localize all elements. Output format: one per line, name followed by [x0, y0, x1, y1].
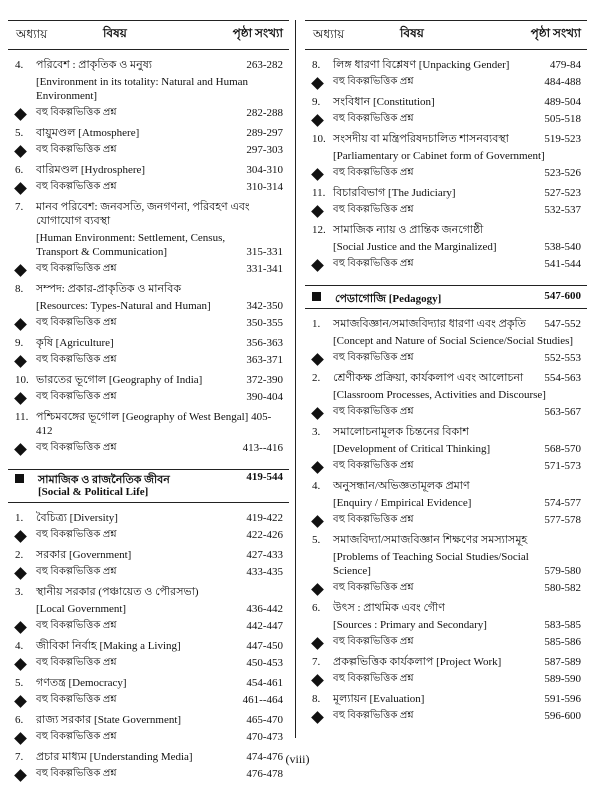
chapter-number: 10.	[312, 133, 326, 145]
mcq-row	[305, 672, 587, 686]
entry-pages: 363-371	[246, 354, 283, 366]
entry-pages: 591-596	[544, 693, 581, 705]
entry-english-title	[305, 240, 587, 254]
mcq-row	[8, 656, 289, 670]
entry-pages: 574-577	[544, 497, 581, 509]
chapter-number: 6.	[15, 164, 24, 176]
entry-title: অনুসন্ধান/অভিজ্ঞতামূলক প্রমাণ	[333, 480, 470, 492]
entry-pages: 454-461	[246, 677, 283, 689]
entry-title: মানব পরিবেশ: জনবসতি, জনগণনা, পরিবহণ এবং যোগাযোগ ব্যবস্থা	[36, 201, 250, 227]
mcq-row	[8, 390, 289, 404]
header-topic: বিষয়	[103, 26, 127, 40]
entry-english-title	[8, 602, 289, 616]
header-pages: পৃষ্ঠা সংখ্যা	[530, 26, 581, 40]
mcq-row	[305, 257, 587, 271]
toc-entry	[305, 655, 587, 669]
mcq-row	[305, 635, 587, 649]
chapter-number: 8.	[312, 59, 321, 71]
entry-pages: 505-518	[544, 113, 581, 125]
entry-title: [Local Government]	[36, 603, 127, 615]
toc-entry	[8, 58, 289, 72]
entry-title: প্রকল্পভিত্তিক কার্যকলাপ [Project Work]	[333, 656, 502, 668]
entry-pages: 282-288	[246, 107, 283, 119]
entry-title: [Concept and Nature of Social Science/Social Studies]	[333, 335, 574, 347]
entry-title: বায়ুমণ্ডল [Atmosphere]	[36, 127, 140, 139]
entry-title: বৈচিত্র্য [Diversity]	[36, 512, 118, 524]
mcq-label: বহু বিকল্পভিত্তিক প্রশ্ন	[36, 768, 117, 779]
chapter-number: 8.	[15, 283, 24, 295]
entry-pages: 447-450	[246, 640, 283, 652]
entry-english-title	[8, 231, 289, 259]
section-subtitle: [Social & Political Life]	[38, 486, 149, 498]
entry-title: [Resources: Types-Natural and Human]	[36, 300, 211, 312]
mcq-row	[305, 513, 587, 527]
entry-title: জীবিকা নির্বাহ [Making a Living]	[36, 640, 181, 652]
chapter-number: 9.	[312, 96, 321, 108]
chapter-number: 7.	[15, 751, 24, 763]
entry-pages: 450-453	[246, 657, 283, 669]
entry-pages: 547-552	[544, 318, 581, 330]
entry-title: বারিমণ্ডল [Hydrosphere]	[36, 164, 146, 176]
diamond-bullet-icon	[311, 515, 324, 528]
square-bullet-icon	[15, 474, 24, 483]
entry-pages: 297-303	[246, 144, 283, 156]
entry-english-title	[305, 618, 587, 632]
entry-title: লিঙ্গ ধারণা বিশ্লেষণ [Unpacking Gender]	[333, 59, 510, 71]
chapter-number: 2.	[312, 372, 321, 384]
mcq-label: বহু বিকল্পভিত্তিক প্রশ্ন	[333, 514, 414, 525]
entry-pages: 568-570	[544, 443, 581, 455]
diamond-bullet-icon	[14, 732, 27, 745]
entry-pages: 554-563	[544, 372, 581, 384]
column-divider	[295, 20, 296, 738]
diamond-bullet-icon	[311, 353, 324, 366]
diamond-bullet-icon	[14, 443, 27, 456]
mcq-label: বহু বিকল্পভিত্তিক প্রশ্ন	[333, 352, 414, 363]
chapter-number: 5.	[15, 677, 24, 689]
diamond-bullet-icon	[14, 108, 27, 121]
entry-title: সামাজিক ন্যায় ও প্রান্তিক জনগোষ্ঠী	[333, 224, 484, 236]
toc-entry	[305, 371, 587, 385]
entry-english-title	[8, 299, 289, 313]
mcq-label: বহু বিকল্পভিত্তিক প্রশ্ন	[36, 529, 117, 540]
toc-entry	[305, 95, 587, 109]
entry-title: বিচারবিভাগ [The Judiciary]	[333, 187, 456, 199]
mcq-label: বহু বিকল্পভিত্তিক প্রশ্ন	[36, 317, 117, 328]
mcq-label: বহু বিকল্পভিত্তিক প্রশ্ন	[333, 582, 414, 593]
entry-pages: 579-580	[544, 565, 581, 577]
toc-entry	[8, 676, 289, 690]
entry-pages: 310-314	[246, 181, 283, 193]
entry-pages: 390-404	[246, 391, 283, 403]
entry-pages: 523-526	[544, 167, 581, 179]
toc-entry	[305, 692, 587, 706]
mcq-row	[8, 730, 289, 744]
chapter-number: 6.	[312, 602, 321, 614]
entry-pages: 563-567	[544, 406, 581, 418]
entry-title: কৃষি [Agriculture]	[36, 337, 114, 349]
entry-title: [Sources : Primary and Secondary]	[333, 619, 487, 631]
diamond-bullet-icon	[14, 182, 27, 195]
entry-pages: 580-582	[544, 582, 581, 594]
toc-entry	[8, 639, 289, 653]
mcq-row	[305, 75, 587, 89]
diamond-bullet-icon	[14, 621, 27, 634]
table-header	[305, 20, 587, 50]
entry-pages: 263-282	[246, 59, 283, 71]
entry-english-title	[305, 149, 587, 163]
diamond-bullet-icon	[14, 769, 27, 782]
section-heading	[8, 469, 289, 503]
entry-pages: 577-578	[544, 514, 581, 526]
entry-pages: 422-426	[246, 529, 283, 541]
chapter-number: 11.	[15, 411, 29, 423]
toc-column-right	[305, 20, 587, 722]
mcq-label: বহু বিকল্পভিত্তিক প্রশ্ন	[36, 620, 117, 631]
entry-title: সরকার [Government]	[36, 549, 132, 561]
entry-pages: 589-590	[544, 673, 581, 685]
entry-title: ভারতের ভূগোল [Geography of India]	[36, 374, 203, 386]
chapter-number: 1.	[312, 318, 321, 330]
entry-title: সমালোচনামূলক চিন্তনের বিকাশ	[333, 426, 469, 438]
entry-title: মূল্যায়ন [Evaluation]	[333, 693, 425, 705]
entry-pages: 489-504	[544, 96, 581, 108]
entry-pages: 583-585	[544, 619, 581, 631]
entry-english-title	[8, 75, 289, 103]
mcq-row	[8, 106, 289, 120]
diamond-bullet-icon	[311, 114, 324, 127]
chapter-number: 3.	[15, 586, 24, 598]
diamond-bullet-icon	[311, 583, 324, 596]
entry-pages: 372-390	[246, 374, 283, 386]
diamond-bullet-icon	[14, 355, 27, 368]
mcq-label: বহু বিকল্পভিত্তিক প্রশ্ন	[333, 710, 414, 721]
toc-entry	[8, 282, 289, 296]
entry-title: [Development of Critical Thinking]	[333, 443, 491, 455]
entry-pages: 541-544	[544, 258, 581, 270]
toc-column-left	[8, 20, 289, 780]
diamond-bullet-icon	[311, 205, 324, 218]
entry-pages: 527-523	[544, 187, 581, 199]
entry-title: সংসদীয় বা মন্ত্রিপরিষদচালিত শাসনব্যবস্থা	[333, 133, 509, 145]
header-pages: পৃষ্ঠা সংখ্যা	[232, 26, 283, 40]
toc-entry	[305, 223, 587, 237]
chapter-number: 1.	[15, 512, 24, 524]
entry-pages: 532-537	[544, 204, 581, 216]
entry-pages: 479-84	[549, 59, 581, 71]
entry-pages: 585-586	[544, 636, 581, 648]
chapter-number: 2.	[15, 549, 24, 561]
diamond-bullet-icon	[14, 318, 27, 331]
diamond-bullet-icon	[14, 392, 27, 405]
diamond-bullet-icon	[311, 711, 324, 724]
entry-title: [Environment in its totality: Natural and Human Environment]	[36, 76, 249, 102]
mcq-row	[8, 693, 289, 707]
entry-pages: 538-540	[544, 241, 581, 253]
table-header	[8, 20, 289, 50]
mcq-label: বহু বিকল্পভিত্তিক প্রশ্ন	[36, 263, 117, 274]
mcq-row	[305, 112, 587, 126]
mcq-row	[305, 405, 587, 419]
mcq-row	[8, 619, 289, 633]
entry-english-title	[305, 388, 587, 402]
entry-pages: 587-589	[544, 656, 581, 668]
chapter-number: 7.	[312, 656, 321, 668]
toc-entry	[8, 410, 289, 438]
mcq-label: বহু বিকল্পভিত্তিক প্রশ্ন	[36, 657, 117, 668]
toc-entry	[8, 163, 289, 177]
toc-entry	[305, 58, 587, 72]
entry-title: [Human Environment: Settlement, Census, Transport & Communication]	[36, 232, 226, 258]
diamond-bullet-icon	[14, 567, 27, 580]
entry-pages: 571-573	[544, 460, 581, 472]
chapter-number: 4.	[15, 59, 24, 71]
entry-english-title	[305, 442, 587, 456]
mcq-label: বহু বিকল্পভিত্তিক প্রশ্ন	[36, 181, 117, 192]
toc-entry	[8, 336, 289, 350]
entry-pages: 331-341	[246, 263, 283, 275]
entry-pages: 465-470	[246, 714, 283, 726]
mcq-row	[305, 581, 587, 595]
diamond-bullet-icon	[311, 168, 324, 181]
mcq-label: বহু বিকল্পভিত্তিক প্রশ্ন	[333, 113, 414, 124]
chapter-number: 5.	[312, 534, 321, 546]
toc-entry	[8, 373, 289, 387]
entry-title: [Social Justice and the Marginalized]	[333, 241, 497, 253]
section-title: পেডাগোজি [Pedagogy]	[335, 293, 442, 305]
mcq-row	[305, 459, 587, 473]
toc-entry	[305, 479, 587, 493]
section-heading	[305, 285, 587, 309]
chapter-number: 6.	[15, 714, 24, 726]
chapter-number: 12.	[312, 224, 326, 236]
toc-entry	[305, 425, 587, 439]
toc-entry	[8, 126, 289, 140]
chapter-number: 10.	[15, 374, 29, 386]
entry-pages: 342-350	[246, 300, 283, 312]
toc-entry	[8, 511, 289, 525]
mcq-row	[8, 316, 289, 330]
chapter-number: 9.	[15, 337, 24, 349]
toc-entry	[8, 585, 289, 599]
mcq-row	[305, 351, 587, 365]
diamond-bullet-icon	[311, 674, 324, 687]
entry-pages: 315-331	[246, 246, 283, 258]
toc-entry	[305, 186, 587, 200]
entry-title: [Enquiry / Empirical Evidence]	[333, 497, 472, 509]
entry-title: স্থানীয় সরকার (পঞ্চায়েত ও পৌরসভা)	[36, 586, 199, 598]
entry-english-title	[305, 496, 587, 510]
mcq-label: বহু বিকল্পভিত্তিক প্রশ্ন	[36, 694, 117, 705]
mcq-label: বহু বিকল্পভিত্তিক প্রশ্ন	[36, 442, 117, 453]
chapter-number: 4.	[312, 480, 321, 492]
diamond-bullet-icon	[14, 145, 27, 158]
mcq-label: বহু বিকল্পভিত্তিক প্রশ্ন	[36, 354, 117, 365]
mcq-row	[8, 441, 289, 455]
entry-pages: 484-488	[544, 76, 581, 88]
chapter-number: 3.	[312, 426, 321, 438]
page-number: (viii)	[285, 752, 310, 766]
mcq-label: বহু বিকল্পভিত্তিক প্রশ্ন	[333, 258, 414, 269]
header-chapter: অধ্যায়	[16, 27, 48, 41]
mcq-label: বহু বিকল্পভিত্তিক প্রশ্ন	[36, 391, 117, 402]
entry-title: রাজ্য সরকার [State Government]	[36, 714, 182, 726]
entry-title: শ্রেণীকক্ষ প্রক্রিয়া, কার্যকলাপ এবং আলোচনা	[333, 372, 524, 384]
diamond-bullet-icon	[14, 530, 27, 543]
diamond-bullet-icon	[14, 264, 27, 277]
mcq-row	[8, 565, 289, 579]
entry-title: [Problems of Teaching Social Studies/Social Science]	[333, 551, 529, 577]
diamond-bullet-icon	[311, 259, 324, 272]
mcq-label: বহু বিকল্পভিত্তিক প্রশ্ন	[333, 76, 414, 87]
entry-english-title	[305, 334, 587, 348]
entry-pages: 461--464	[242, 694, 283, 706]
entry-pages: 436-442	[246, 603, 283, 615]
mcq-label: বহু বিকল্পভিত্তিক প্রশ্ন	[36, 144, 117, 155]
diamond-bullet-icon	[311, 407, 324, 420]
entry-english-title	[305, 550, 587, 578]
entry-pages: 289-297	[246, 127, 283, 139]
section-title: সামাজিক ও রাজনৈতিক জীবন	[38, 474, 170, 486]
chapter-number: 11.	[312, 187, 326, 199]
toc-entry	[8, 548, 289, 562]
entry-title: [Parliamentary or Cabinet form of Government]	[333, 150, 545, 162]
mcq-row	[305, 203, 587, 217]
mcq-label: বহু বিকল্পভিত্তিক প্রশ্ন	[333, 636, 414, 647]
mcq-row	[8, 767, 289, 781]
entry-title: উৎস : প্রাথমিক এবং গৌণ	[333, 602, 445, 614]
entry-title: সম্পদ: প্রকার-প্রাকৃতিক ও মানবিক	[36, 283, 182, 295]
mcq-label: বহু বিকল্পভিত্তিক প্রশ্ন	[333, 204, 414, 215]
diamond-bullet-icon	[14, 695, 27, 708]
mcq-label: বহু বিকল্পভিত্তিক প্রশ্ন	[36, 107, 117, 118]
header-chapter: অধ্যায়	[313, 27, 345, 41]
chapter-number: 7.	[15, 201, 24, 213]
entry-pages: 596-600	[544, 710, 581, 722]
entry-pages: 350-355	[246, 317, 283, 329]
entry-title: প্রচার মাধ্যম [Understanding Media]	[36, 751, 193, 763]
entry-pages: 419-422	[246, 512, 283, 524]
toc-entry	[305, 533, 587, 547]
mcq-row	[8, 143, 289, 157]
entry-pages: 470-473	[246, 731, 283, 743]
section-pages: 547-600	[544, 290, 581, 302]
mcq-label: বহু বিকল্পভিত্তিক প্রশ্ন	[333, 167, 414, 178]
entry-title: সমাজবিজ্ঞান/সমাজবিদ্যার ধারণা এবং প্রকৃতি	[333, 318, 526, 330]
entry-pages: 442-447	[246, 620, 283, 632]
entry-title: [Classroom Processes, Activities and Discourse]	[333, 389, 546, 401]
square-bullet-icon	[312, 292, 321, 301]
mcq-label: বহু বিকল্পভিত্তিক প্রশ্ন	[333, 673, 414, 684]
chapter-number: 8.	[312, 693, 321, 705]
entry-pages: 476-478	[246, 768, 283, 780]
toc-entry	[305, 601, 587, 615]
diamond-bullet-icon	[311, 77, 324, 90]
entry-pages: 519-523	[544, 133, 581, 145]
toc-entry	[8, 200, 289, 228]
entry-pages: 356-363	[246, 337, 283, 349]
entry-pages: 474-476	[246, 751, 283, 763]
diamond-bullet-icon	[311, 637, 324, 650]
entry-pages: 413--416	[242, 442, 283, 454]
toc-entry	[8, 713, 289, 727]
entry-pages: 433-435	[246, 566, 283, 578]
mcq-row	[8, 353, 289, 367]
mcq-row	[8, 528, 289, 542]
header-topic: বিষয়	[400, 26, 424, 40]
mcq-row	[8, 262, 289, 276]
mcq-row	[305, 166, 587, 180]
mcq-label: বহু বিকল্পভিত্তিক প্রশ্ন	[36, 566, 117, 577]
mcq-label: বহু বিকল্পভিত্তিক প্রশ্ন	[36, 731, 117, 742]
chapter-number: 5.	[15, 127, 24, 139]
mcq-row	[305, 709, 587, 723]
toc-entry	[305, 317, 587, 331]
toc-entry	[305, 132, 587, 146]
diamond-bullet-icon	[311, 461, 324, 474]
entry-title: সংবিধান [Constitution]	[333, 96, 435, 108]
entry-pages: 552-553	[544, 352, 581, 364]
mcq-label: বহু বিকল্পভিত্তিক প্রশ্ন	[333, 406, 414, 417]
entry-title: পশ্চিমবঙ্গের ভূগোল [Geography of West Bengal] 405-412	[36, 411, 272, 437]
entry-title: গণতন্ত্র [Democracy]	[36, 677, 127, 689]
section-pages: 419-544	[246, 471, 283, 483]
mcq-label: বহু বিকল্পভিত্তিক প্রশ্ন	[333, 460, 414, 471]
chapter-number: 4.	[15, 640, 24, 652]
entry-pages: 304-310	[246, 164, 283, 176]
entry-title: পরিবেশ : প্রাকৃতিক ও মনুষ্য	[36, 59, 152, 71]
diamond-bullet-icon	[14, 658, 27, 671]
mcq-row	[8, 180, 289, 194]
entry-pages: 427-433	[246, 549, 283, 561]
entry-title: সমাজবিদ্যা/সমাজবিজ্ঞান শিক্ষণের সমস্যাসমূহ	[333, 534, 528, 546]
